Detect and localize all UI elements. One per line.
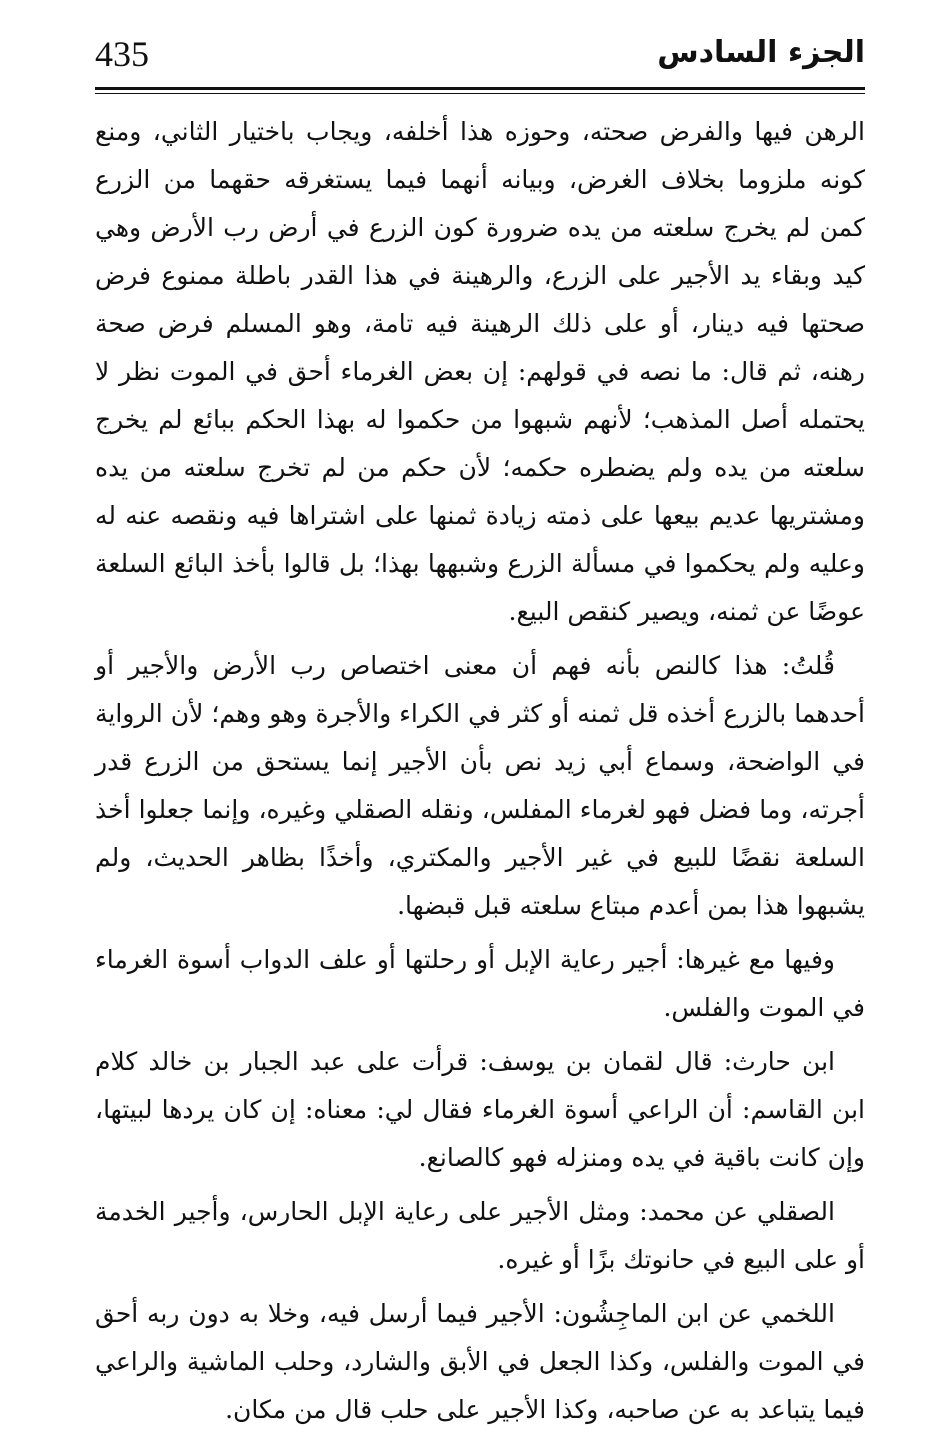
page-header — [95, 30, 865, 86]
paragraph: وفيها مع غيرها: أجير رعاية الإبل أو رحلتها أو علف الدواب أسوة الغرماء في الموت والفلس. — [95, 945, 865, 1022]
header-rule-thin — [95, 93, 865, 94]
paragraph: ابن حارث: قال لقمان بن يوسف: قرأت على عبد الجبار بن خالد كلام ابن القاسم: أن الراعي أسوة الغرماء فقال لي: معناه: إن كان يردها لبيتها، وإن كانت باقية في يده ومنزله فهو كالصانع. — [95, 1047, 865, 1172]
running-title: الجزء السادس — [657, 35, 865, 70]
paragraph: قُلتُ: هذا كالنص بأنه فهم أن معنى اختصاص رب الأرض والأجير أو أحدهما بالزرع أخذه قل ثمنه أو كثر في الكراء والأجرة وهو وهم؛ لأن الرواية في الواضحة، وسماع أبي زيد نص بأن الأجير إنما يستحق من الزرع قدر أجرته، وما فضل فهو لغرماء المفلس، ونقله الصقلي وغيره، وإنما جعلوا أخذ السلعة نقضًا للبيع في غير الأجير والمكتري، وأخذًا بظاهر الحديث، ولم يشبهوا هذا بمن أعدم مبتاع سلعته قبل قبضها. — [95, 651, 865, 920]
body-text — [95, 108, 865, 1440]
paragraph: الرهن فيها والفرض صحته، وحوزه هذا أخلفه، ويجاب باختيار الثاني، ومنع كونه ملزوما بخلاف الغرض، وبيانه أنهما فيما يستغرقه حقهما من الزرع كمن لم يخرج سلعته من يده ضرورة كون الزرع في أرض رب الأرض وهي كيد وبقاء يد الأجير على الزرع، والرهينة في هذا القدر باطلة ممنوع فرض صحتها فيه دينار، أو على ذلك الرهينة فيه تامة، وهو المسلم فرض صحة رهنه، ثم قال: ما نصه في قولهم: إن بعض الغرماء أحق في الموت نظر لا يحتمله أصل المذهب؛ لأنهم شبهوا من حكموا له بهذا الحكم ببائع لم يخرج سلعته من يده ولم يضطره حكمه؛ لأن حكم من لم تخرج سلعته من يده ومشتريها عديم بيعها على ذمته زيادة ثمنها على اشتراها فيه ونقصه عنه له وعليه ولم يحكموا في مسألة الزرع وشبهها بهذا؛ بل قالوا بأخذ البائع السلعة عوضًا عن ثمنه، ويصير كنقص البيع. — [95, 117, 865, 626]
header-rule — [95, 87, 865, 90]
page-number: 435 — [95, 34, 149, 74]
paragraph: اللخمي عن ابن الماجِشُون: الأجير فيما أرسل فيه، وخلا به دون ربه أحق في الموت والفلس، وكذا الجعل في الأبق والشارد، وحلب الماشية والراعي فيما يتباعد به عن صاحبه، وكذا الأجير على حلب قال من مكان. — [95, 1299, 865, 1424]
paragraph: الصقلي عن محمد: ومثل الأجير على رعاية الإبل الحارس، وأجير الخدمة أو على البيع في حانوتك بزًا أو غيره. — [95, 1197, 865, 1274]
